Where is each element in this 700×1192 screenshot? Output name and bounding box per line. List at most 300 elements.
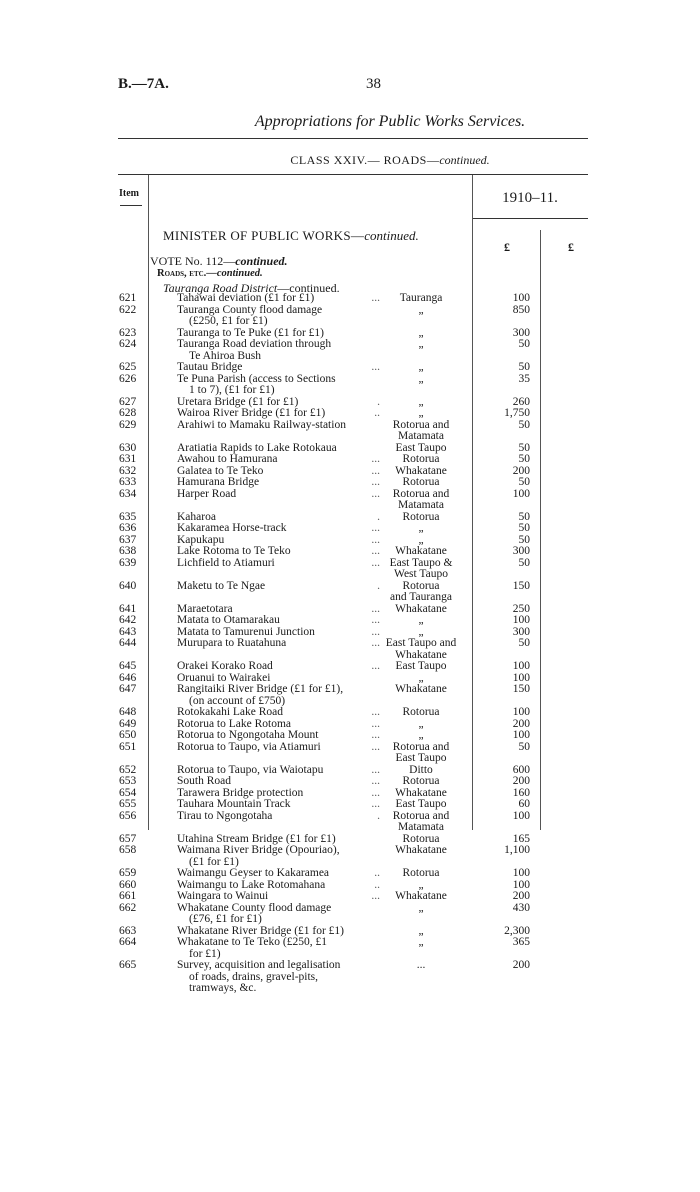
table-row (0, 627, 700, 639)
pound-sign-items: £ (504, 240, 510, 254)
item-district (372, 558, 470, 581)
table-row (0, 960, 700, 995)
item-number: 636 (119, 522, 137, 534)
table-row (0, 834, 700, 846)
district-line: Rotorua (402, 579, 440, 592)
description-line: Whakatane River Bridge (£1 for £1) (177, 924, 345, 937)
roads-heading (157, 268, 263, 279)
district-line: „ (418, 625, 424, 638)
item-district (372, 799, 470, 811)
item-description (177, 684, 380, 707)
leader-dots: . (377, 809, 380, 822)
item-number: 624 (119, 338, 137, 350)
leader-dots: ... (371, 533, 380, 546)
leader-dots: ... (371, 487, 380, 500)
item-district (372, 420, 470, 443)
item-number: 643 (119, 625, 137, 638)
description-line: Lake Rotoma to Te Teko (177, 545, 291, 557)
table-row (0, 339, 700, 362)
district-line: Rotorua (402, 832, 440, 845)
table-row (0, 719, 700, 731)
minister-heading-continued: continued. (364, 228, 419, 243)
item-district (372, 615, 470, 627)
item-district (372, 707, 470, 719)
district-line: „ (418, 338, 424, 350)
leader-dots: . (377, 579, 380, 592)
leader-dots: ... (371, 556, 380, 569)
item-amount: 100 (512, 671, 530, 684)
table-row (0, 604, 700, 616)
item-district (372, 868, 470, 880)
item-number: 633 (119, 476, 137, 488)
table-row (0, 489, 700, 512)
item-amount: 50 (518, 361, 530, 373)
item-number: 661 (119, 890, 137, 902)
district-heading-continued: —continued. (277, 281, 340, 295)
item-amount: 160 (512, 786, 530, 799)
item-number: 663 (119, 924, 137, 937)
table-row (0, 707, 700, 719)
description-line: Waimangu to Lake Rotomahana (177, 878, 326, 891)
item-amount: 200 (512, 464, 530, 477)
table-row (0, 408, 700, 420)
item-district (372, 891, 470, 903)
item-number: 628 (119, 407, 137, 419)
item-description (177, 960, 380, 995)
item-column-header: Item (119, 188, 139, 199)
table-row (0, 546, 700, 558)
leader-dots: ... (371, 740, 380, 753)
item-district (372, 684, 470, 696)
leader-dots: ... (371, 706, 380, 718)
district-line: „ (418, 303, 424, 316)
item-number: 651 (119, 740, 137, 753)
table-row (0, 845, 700, 868)
item-number: 625 (119, 361, 137, 373)
description-line: (£250, £1 for £1) (189, 315, 268, 327)
item-amount: 300 (512, 625, 530, 638)
item-description (177, 581, 380, 593)
description-line: Orakei Korako Road (177, 660, 273, 672)
description-line: Tauranga to Te Puke (£1 for £1) (177, 326, 324, 339)
item-number: 658 (119, 844, 137, 856)
roads-heading-main: Roads, etc.— (157, 268, 217, 279)
class-heading-continued: continued. (439, 153, 490, 167)
item-number: 665 (119, 959, 137, 971)
description-line: Tarawera Bridge protection (177, 786, 304, 799)
description-line: Whakatane County flood damage (177, 901, 332, 914)
item-district (372, 477, 470, 489)
description-line: Galatea to Te Teko (177, 464, 264, 477)
district-line: East Taupo (395, 441, 447, 454)
item-description (177, 937, 380, 960)
item-description (177, 742, 380, 754)
table-row (0, 811, 700, 834)
item-amount: 260 (512, 395, 530, 408)
year-header-rule (473, 218, 588, 219)
item-amount: 50 (518, 418, 530, 431)
item-amount: 150 (512, 579, 530, 592)
leader-dots: ... (371, 717, 380, 730)
table-row (0, 581, 700, 604)
district-line: „ (418, 901, 424, 914)
item-number: 638 (119, 545, 137, 557)
item-number: 652 (119, 763, 137, 776)
table-row (0, 362, 700, 374)
district-heading-main: Tauranga Road District (163, 281, 278, 295)
item-amount: 100 (512, 487, 530, 500)
description-line: Matata to Otamarakau (177, 614, 280, 626)
table-row (0, 880, 700, 892)
item-amount: 100 (512, 878, 530, 891)
description-line: (on account of £750) (189, 694, 286, 707)
district-line: East Taupo (395, 798, 447, 810)
item-amount: 50 (518, 740, 530, 753)
item-number: 626 (119, 372, 137, 385)
item-number: 644 (119, 637, 137, 649)
description-line: Utahina Stream Bridge (£1 for £1) (177, 832, 336, 845)
district-line: and Tauranga (390, 591, 452, 603)
item-district (372, 742, 470, 765)
item-amount: 1,750 (504, 407, 530, 419)
item-description (177, 339, 380, 362)
description-line: Waingara to Wainui (177, 890, 269, 902)
item-number: 655 (119, 798, 137, 810)
description-line: Rangitaiki River Bridge (£1 for £1), (177, 683, 344, 695)
item-amount: 50 (518, 637, 530, 649)
item-district (372, 489, 470, 512)
table-row (0, 868, 700, 880)
item-amount: 250 (512, 602, 530, 615)
roads-heading-continued: continued. (216, 268, 263, 279)
item-description (177, 638, 380, 650)
item-description (177, 845, 380, 868)
table-row (0, 776, 700, 788)
item-number: 653 (119, 775, 137, 787)
description-line: Wairoa River Bridge (£1 for £1) (177, 407, 326, 419)
district-line: Rotorua (402, 476, 440, 488)
leader-dots: .. (374, 407, 380, 419)
leader-dots: ... (371, 890, 380, 902)
item-amount: 50 (518, 476, 530, 488)
district-line: Rotorua (402, 453, 440, 465)
district-line: Rotorua and (392, 418, 450, 431)
district-line: East Taupo (395, 660, 447, 672)
district-line: Matamata (398, 499, 444, 511)
item-district (372, 661, 470, 673)
district-line: Whakatane (395, 890, 447, 902)
item-number: 627 (119, 395, 137, 408)
minister-heading (163, 228, 419, 244)
leader-dots: ... (371, 464, 380, 477)
district-line: „ (418, 522, 424, 534)
title-rule (118, 138, 588, 139)
item-amount: 200 (512, 775, 530, 787)
description-line: Te Ahiroa Bush (189, 349, 262, 362)
leader-dots: . (377, 510, 380, 523)
item-amount: 100 (512, 867, 530, 879)
description-line: Rotorua to Taupo, via Waiotapu (177, 763, 324, 776)
district-line: ... (416, 959, 426, 971)
class-heading (0, 153, 700, 168)
table-row (0, 420, 700, 443)
item-number: 642 (119, 614, 137, 626)
item-district (372, 903, 470, 915)
table-row (0, 788, 700, 800)
table-row (0, 512, 700, 524)
description-line: Uretara Bridge (£1 for £1) (177, 395, 299, 408)
table-row (0, 558, 700, 581)
item-amount: 850 (512, 303, 530, 316)
table-top-rule (118, 174, 588, 175)
district-line: East Taupo (395, 752, 447, 764)
item-number: 664 (119, 936, 137, 948)
leader-dots: ... (371, 786, 380, 799)
description-line: Tauhara Mountain Track (177, 798, 291, 810)
district-line: Whakatane (395, 464, 447, 477)
district-line: Rotorua (402, 510, 440, 523)
vote-heading-main: VOTE No. 112— (150, 254, 236, 268)
table-row (0, 535, 700, 547)
item-number: 634 (119, 487, 137, 500)
document-reference: B.—7A. (118, 76, 169, 92)
description-line: Rotokakahi Lake Road (177, 706, 284, 718)
district-line: West Taupo (394, 568, 448, 580)
item-amount: 50 (518, 510, 530, 523)
table-row (0, 891, 700, 903)
district-line: Whakatane (395, 683, 447, 695)
district-line: Rotorua (402, 867, 440, 879)
item-amount: 100 (512, 614, 530, 626)
district-line: „ (418, 878, 424, 891)
description-line: Lichfield to Atiamuri (177, 556, 275, 569)
description-line: tramways, &c. (189, 982, 257, 994)
description-line: for £1) (189, 947, 221, 960)
item-amount: 50 (518, 556, 530, 569)
item-number: 647 (119, 683, 137, 695)
district-line: „ (418, 395, 424, 408)
description-line: Tirau to Ngongotaha (177, 809, 273, 822)
item-number: 622 (119, 303, 137, 316)
description-line: Harper Road (177, 487, 237, 500)
item-amount: 365 (512, 936, 530, 948)
description-line: Te Puna Parish (access to Sections (177, 372, 336, 385)
description-line: (£1 for £1) (189, 855, 239, 868)
district-line: „ (418, 729, 424, 741)
item-amount: 200 (512, 959, 530, 971)
district-line: „ (418, 717, 424, 730)
item-amount: 35 (518, 372, 530, 385)
leader-dots: ... (371, 545, 380, 557)
description-line: Tahawai deviation (£1 for £1) (177, 292, 315, 304)
district-line: Tauranga (399, 292, 443, 304)
item-amount: 165 (512, 832, 530, 845)
item-district (372, 581, 470, 604)
item-number: 650 (119, 729, 137, 741)
table-row (0, 454, 700, 466)
district-line: „ (418, 407, 424, 419)
district-line: Whakatane (395, 648, 447, 661)
item-description (177, 374, 380, 397)
leader-dots: . (377, 395, 380, 408)
item-amount: 100 (512, 809, 530, 822)
description-line: Arahiwi to Mamaku Railway-station (177, 418, 346, 431)
table-row (0, 673, 700, 685)
district-line: Rotorua and (392, 487, 450, 500)
leader-dots: ... (371, 614, 380, 626)
item-amount: 50 (518, 338, 530, 350)
description-line: Rotorua to Ngongotaha Mount (177, 729, 319, 741)
item-district (372, 730, 470, 742)
table-row (0, 328, 700, 340)
description-line: of roads, drains, gravel-pits, (189, 970, 319, 983)
item-amount: 1,100 (504, 844, 530, 856)
leader-dots: ... (371, 361, 380, 373)
description-line: Maketu to Te Ngae (177, 579, 266, 592)
item-description (177, 420, 380, 432)
item-amount: 50 (518, 453, 530, 465)
item-district (372, 408, 470, 420)
description-line: Tautau Bridge (177, 361, 243, 373)
item-amount: 50 (518, 522, 530, 534)
item-header-underline (120, 205, 142, 206)
item-number: 657 (119, 832, 137, 845)
item-district (372, 374, 470, 386)
description-line: South Road (177, 775, 231, 787)
district-line: Rotorua and (392, 809, 450, 822)
district-line: East Taupo and (385, 637, 457, 649)
item-district (372, 546, 470, 558)
district-line: East Taupo & (389, 556, 453, 569)
item-number: 629 (119, 418, 137, 431)
item-district (372, 776, 470, 788)
description-line: Whakatane to Te Teko (£250, £1 (177, 936, 327, 948)
table-row (0, 684, 700, 707)
vote-heading-continued: continued. (235, 254, 288, 268)
page-number: 38 (366, 76, 381, 92)
item-district (372, 305, 470, 317)
description-line: Waimana River Bridge (Opouriao), (177, 844, 340, 856)
item-amount: 2,300 (504, 924, 530, 937)
description-line: Kapukapu (177, 533, 225, 546)
item-amount: 100 (512, 660, 530, 672)
item-district (372, 362, 470, 374)
leader-dots: ... (371, 729, 380, 741)
item-amount: 50 (518, 533, 530, 546)
item-amount: 100 (512, 729, 530, 741)
district-line: Rotorua (402, 775, 440, 787)
item-number: 635 (119, 510, 137, 523)
table-row (0, 661, 700, 673)
leader-dots: .. (374, 867, 380, 879)
item-number: 623 (119, 326, 137, 339)
item-district (372, 523, 470, 535)
item-number: 631 (119, 453, 137, 465)
table-row (0, 937, 700, 960)
table-row (0, 615, 700, 627)
item-district (372, 454, 470, 466)
district-line: „ (418, 533, 424, 546)
leader-dots: ... (371, 798, 380, 810)
table-row (0, 293, 700, 305)
item-district (372, 339, 470, 351)
district-line: Rotorua and (392, 740, 450, 753)
district-line: Matamata (398, 821, 444, 833)
table-row (0, 765, 700, 777)
description-line: Tauranga Road deviation through (177, 338, 332, 350)
description-line: Rotorua to Taupo, via Atiamuri (177, 740, 321, 753)
item-number: 630 (119, 441, 137, 454)
description-line: Oruanui to Wairakei (177, 671, 271, 684)
leader-dots: ... (371, 522, 380, 534)
item-number: 660 (119, 878, 137, 891)
table-row (0, 374, 700, 397)
item-district (372, 845, 470, 857)
item-district (372, 638, 470, 661)
item-number: 641 (119, 602, 137, 615)
item-district (372, 811, 470, 834)
leader-dots: ... (371, 476, 380, 488)
class-heading-main: CLASS XXIV.— ROADS— (290, 153, 440, 167)
item-district (372, 293, 470, 305)
item-description (177, 558, 380, 570)
item-number: 639 (119, 556, 137, 569)
table-row (0, 397, 700, 409)
item-number: 654 (119, 786, 137, 799)
item-number: 646 (119, 671, 137, 684)
item-number: 637 (119, 533, 137, 546)
leader-dots: ... (371, 292, 380, 304)
item-number: 662 (119, 901, 137, 914)
table-row (0, 742, 700, 765)
district-line: „ (418, 924, 424, 937)
district-line: „ (418, 361, 424, 373)
item-number: 621 (119, 292, 137, 304)
item-amount: 150 (512, 683, 530, 695)
item-amount: 300 (512, 545, 530, 557)
pound-sign-totals: £ (568, 240, 574, 254)
district-line: Whakatane (395, 602, 447, 615)
leader-dots: .. (374, 878, 380, 891)
item-amount: 100 (512, 706, 530, 718)
leader-dots: ... (371, 602, 380, 615)
item-description (177, 903, 380, 926)
item-description (177, 811, 380, 823)
item-amount: 100 (512, 292, 530, 304)
appropriation-table (0, 293, 700, 995)
district-line: „ (418, 326, 424, 339)
year-column-header: 1910–11. (502, 190, 558, 206)
item-number: 640 (119, 579, 137, 592)
leader-dots: ... (371, 775, 380, 787)
district-line: Whakatane (395, 786, 447, 799)
item-number: 649 (119, 717, 137, 730)
district-line: Whakatane (395, 844, 447, 856)
district-line: Whakatane (395, 545, 447, 557)
description-line: Matata to Tamurenui Junction (177, 625, 315, 638)
district-line: „ (418, 614, 424, 626)
item-amount: 50 (518, 441, 530, 454)
district-line: Ditto (409, 763, 433, 776)
district-line: „ (418, 936, 424, 948)
table-row (0, 799, 700, 811)
vote-heading (150, 254, 288, 269)
table-row (0, 638, 700, 661)
leader-dots: ... (371, 625, 380, 638)
item-amount: 300 (512, 326, 530, 339)
item-number: 659 (119, 867, 137, 879)
description-line: Kaharoa (177, 510, 216, 523)
